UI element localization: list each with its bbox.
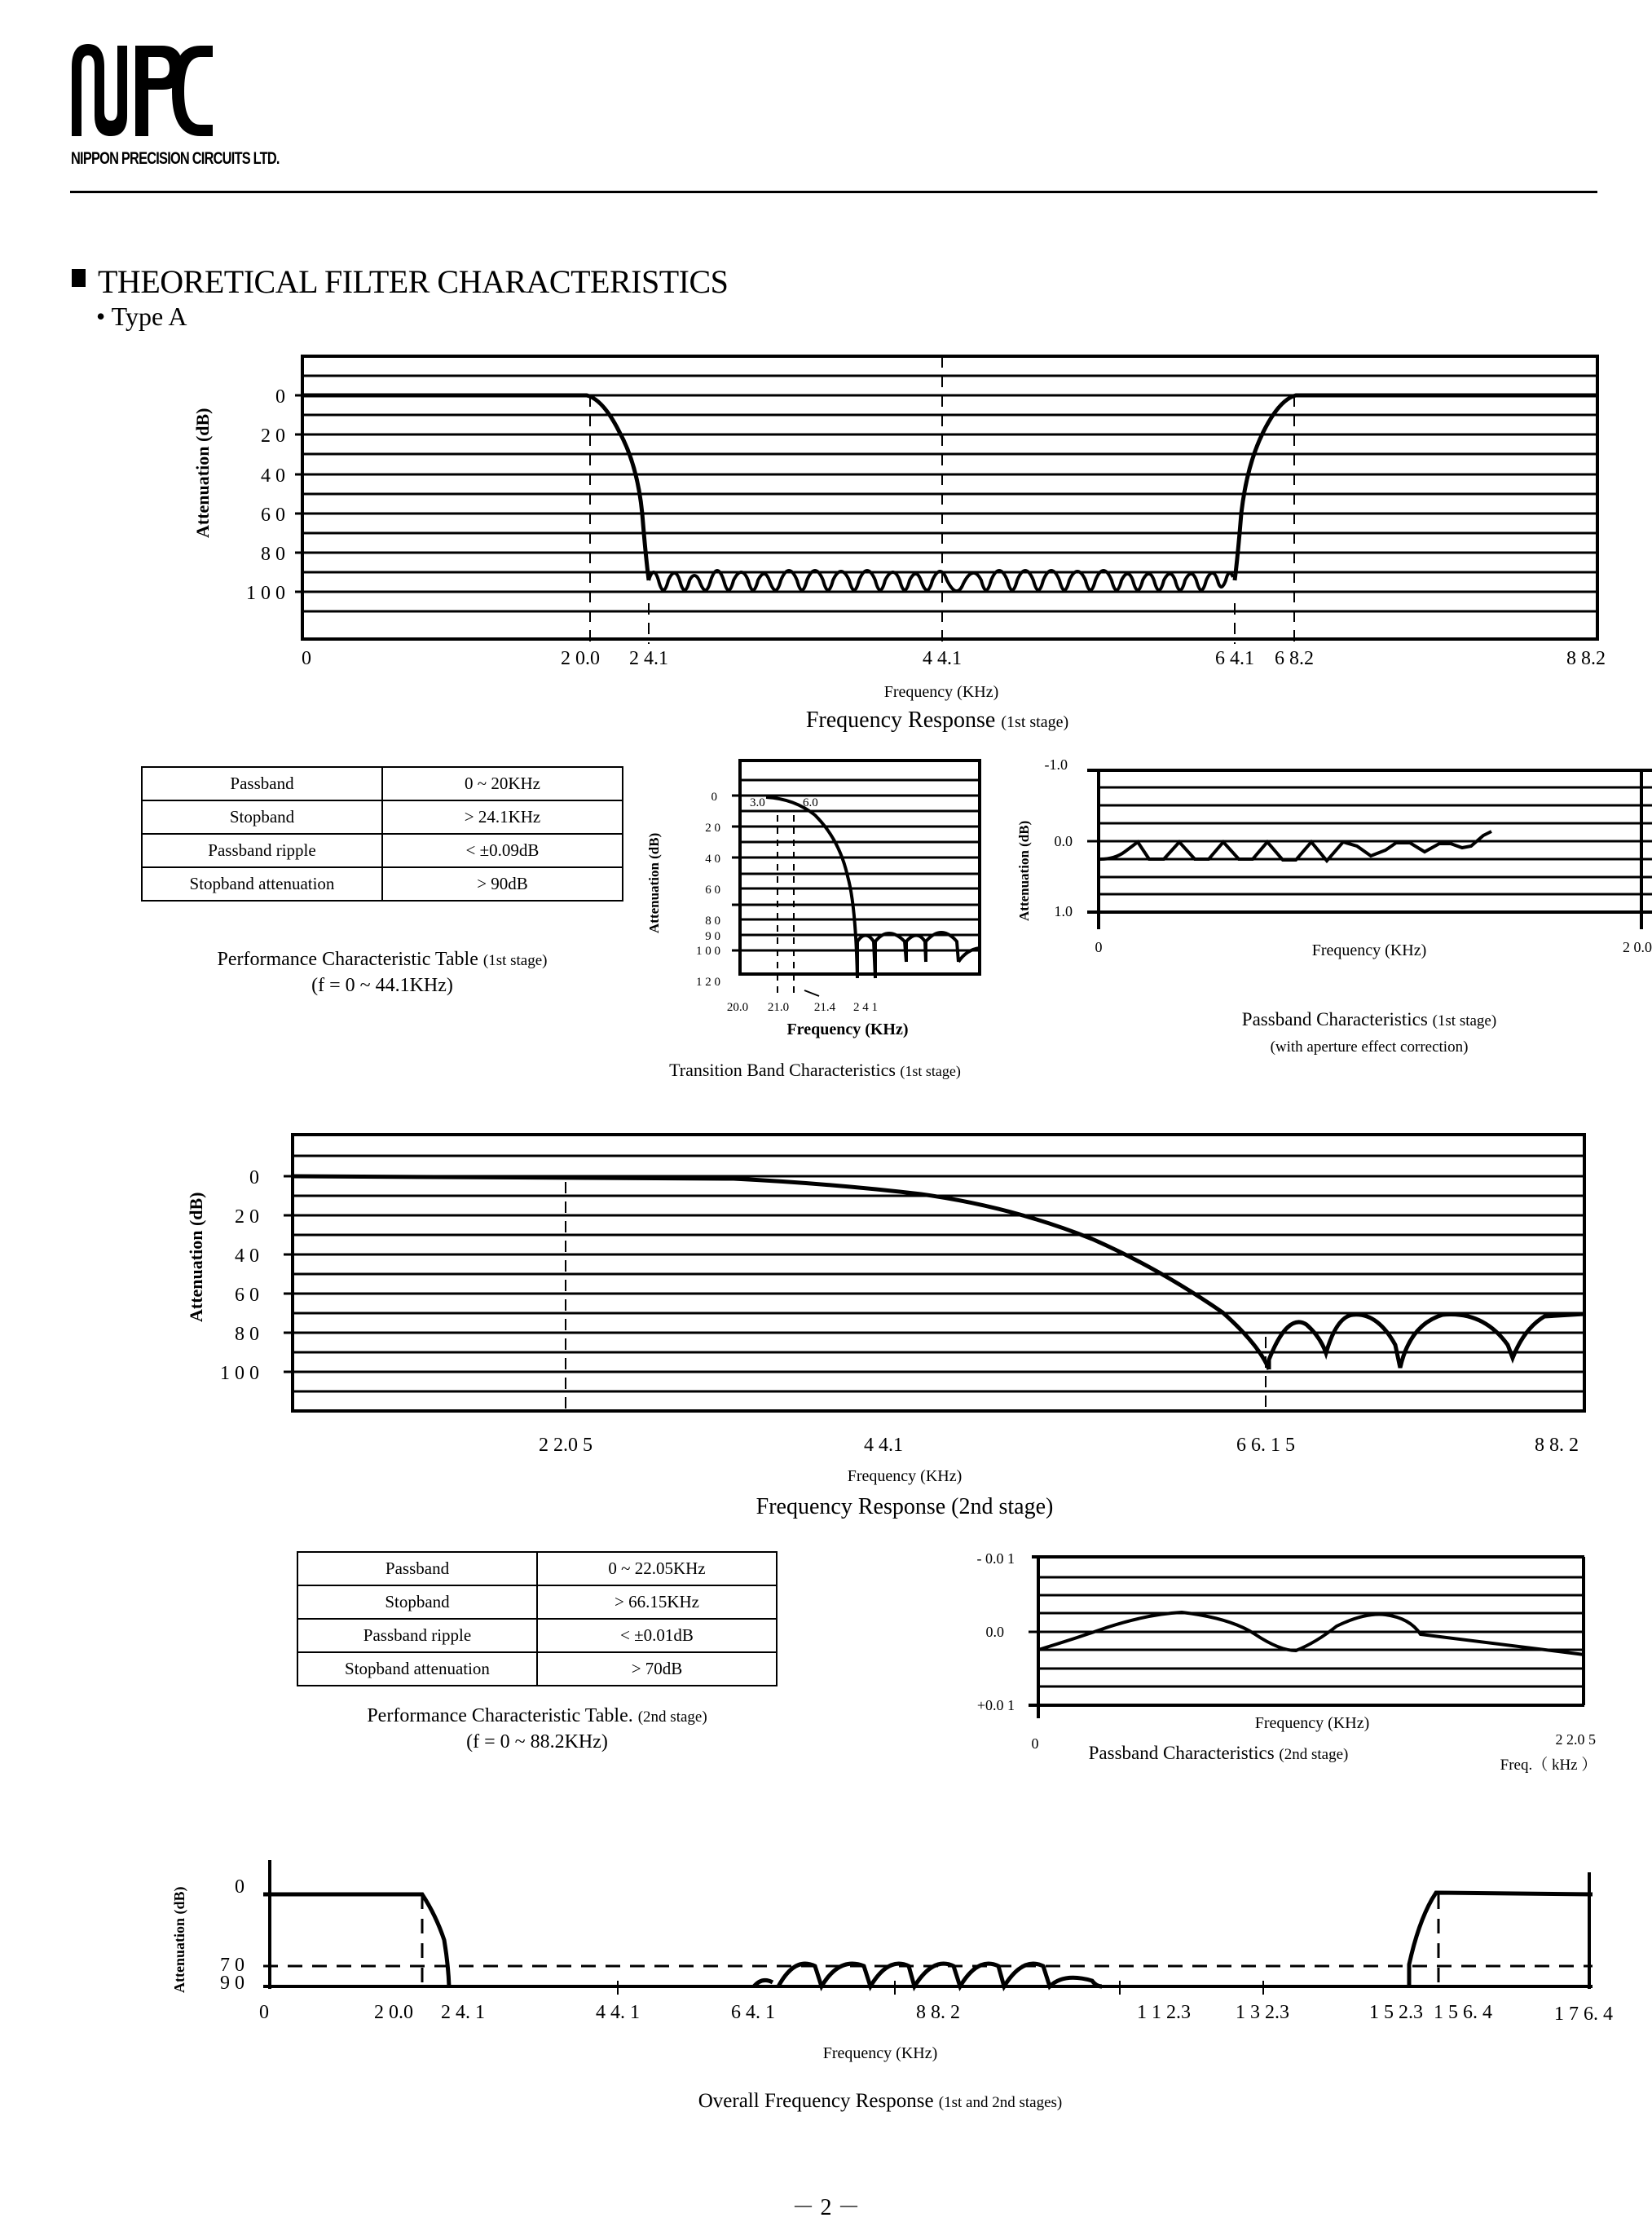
section-subtitle: • Type A [96, 302, 187, 331]
svg-text:4 4. 1: 4 4. 1 [596, 2002, 640, 2023]
svg-text:8 0: 8 0 [705, 915, 720, 928]
svg-text:6 4.1: 6 4.1 [1215, 648, 1254, 669]
company-name: NIPPON PRECISION CIRCUITS LTD. [71, 149, 280, 168]
table-row: Stopband > 66.15KHz [297, 1585, 777, 1619]
table-row: Stopband attenuation > 70dB [297, 1652, 777, 1686]
passband2-title: Passband Characteristics (2nd stage) [1088, 1743, 1349, 1763]
svg-text:Attenuation (dB): Attenuation (dB) [192, 408, 213, 538]
performance-table-2nd-stage [297, 1551, 778, 1686]
svg-text:Attenuation (dB): Attenuation (dB) [186, 1192, 206, 1322]
svg-text:0: 0 [275, 386, 285, 408]
passband2-xlabel2: Freq.（ kHz ） [1500, 1757, 1597, 1774]
page-number: － 2 － [791, 2195, 861, 2220]
svg-text:0: 0 [259, 2002, 269, 2023]
overall-title: Overall Frequency Response (1st and 2nd stages) [698, 2090, 1063, 2112]
svg-text:2 4. 1: 2 4. 1 [441, 2002, 485, 2023]
svg-text:2 0: 2 0 [261, 425, 285, 447]
svg-text:2 2.0 5: 2 2.0 5 [539, 1435, 593, 1456]
svg-text:0: 0 [1095, 939, 1103, 955]
svg-text:0: 0 [711, 791, 717, 804]
table-row: Passband 0 ~ 20KHz [142, 767, 623, 800]
chart-overall-response [155, 1842, 1652, 2030]
chart-transition-band-1st [636, 754, 994, 1014]
chart1-title-small: (1st stage) [1001, 713, 1069, 731]
svg-text:0.0: 0.0 [1054, 833, 1073, 849]
svg-text:2 0.0: 2 0.0 [374, 2002, 413, 2023]
chart2-title: Frequency Response (2nd stage) [756, 1494, 1054, 1519]
svg-text:6 8.2: 6 8.2 [1275, 648, 1314, 669]
svg-text:2 0: 2 0 [705, 822, 720, 835]
svg-text:4 0: 4 0 [705, 853, 720, 866]
passband2-xlabel: Frequency (KHz) [1254, 1714, 1370, 1732]
chart1-title-main: Frequency Response [805, 708, 996, 733]
svg-text:8 8. 2: 8 8. 2 [916, 2002, 960, 2023]
svg-text:1.0: 1.0 [1054, 903, 1073, 919]
table-row: Passband 0 ~ 22.05KHz [297, 1552, 777, 1585]
svg-text:4 4.1: 4 4.1 [923, 648, 962, 669]
section-title: THEORETICAL FILTER CHARACTERISTICS [98, 263, 729, 300]
svg-text:-1.0: -1.0 [1044, 756, 1068, 773]
chart-freq-response-2nd [163, 1125, 1630, 1484]
svg-text:6.0: 6.0 [803, 796, 818, 809]
svg-text:4 0: 4 0 [261, 465, 285, 487]
svg-text:8 8. 2: 8 8. 2 [1535, 1435, 1579, 1456]
svg-text:4 4.1: 4 4.1 [864, 1435, 903, 1456]
table-row: Stopband attenuation > 90dB [142, 867, 623, 901]
svg-text:0: 0 [249, 1167, 259, 1188]
svg-text:1 2 0: 1 2 0 [696, 976, 720, 989]
svg-text:0: 0 [1031, 1735, 1039, 1752]
chart1-xlabel: Frequency (KHz) [883, 683, 999, 701]
svg-text:21.0: 21.0 [767, 1001, 790, 1014]
svg-text:9 0: 9 0 [220, 1973, 244, 1994]
overall-xlabel: Frequency (KHz) [822, 2044, 938, 2062]
svg-text:8 0: 8 0 [235, 1324, 259, 1345]
svg-text:1 5 2.3: 1 5 2.3 [1369, 2002, 1423, 2023]
svg-text:2 0.0: 2 0.0 [1623, 939, 1652, 955]
svg-text:1 0 0: 1 0 0 [246, 583, 285, 604]
svg-text:6 6. 1 5: 6 6. 1 5 [1236, 1435, 1295, 1456]
passband1-xlabel: Frequency (KHz) [1311, 941, 1427, 959]
transition-title: Transition Band Characteristics (1st stage) [669, 1060, 961, 1080]
table-row: Passband ripple < ±0.01dB [297, 1619, 777, 1652]
svg-text:2 0: 2 0 [235, 1206, 259, 1228]
header-divider [70, 191, 1597, 193]
svg-text:0: 0 [302, 648, 311, 669]
table-row: Passband ripple < ±0.09dB [142, 834, 623, 867]
svg-text:2 0.0: 2 0.0 [561, 648, 600, 669]
svg-text:- 0.0 1: - 0.0 1 [976, 1550, 1015, 1567]
svg-text:1 7 6. 4: 1 7 6. 4 [1554, 2004, 1613, 2025]
section-bullet-square [72, 269, 86, 287]
svg-text:21.4: 21.4 [813, 1001, 836, 1014]
table2-caption: Performance Characteristic Table. (2nd stage) (f = 0 ~ 88.2KHz) [367, 1705, 707, 1752]
svg-text:0.0: 0.0 [985, 1624, 1004, 1640]
passband1-title: Passband Characteristics (1st stage) (with aperture effect correction) [1241, 1009, 1497, 1056]
svg-text:0: 0 [235, 1876, 244, 1898]
svg-text:7 0: 7 0 [220, 1955, 244, 1976]
svg-text:3.0: 3.0 [750, 796, 765, 809]
chart-passband-1st [1011, 754, 1652, 966]
svg-text:1 5 6. 4: 1 5 6. 4 [1434, 2002, 1492, 2023]
svg-text:8 0: 8 0 [261, 544, 285, 565]
svg-text:Attenuation (dB): Attenuation (dB) [171, 1886, 187, 1993]
svg-text:4 0: 4 0 [235, 1245, 259, 1267]
svg-text:1 3 2.3: 1 3 2.3 [1236, 2002, 1289, 2023]
svg-text:6 0: 6 0 [261, 505, 285, 526]
svg-text:2 4 1: 2 4 1 [853, 1001, 878, 1014]
svg-text:20.0: 20.0 [726, 1001, 749, 1014]
svg-text:9 0: 9 0 [705, 930, 720, 943]
table-row: Stopband > 24.1KHz [142, 800, 623, 834]
svg-text:+0.0 1: +0.0 1 [976, 1697, 1015, 1713]
svg-text:1 0 0: 1 0 0 [696, 945, 720, 958]
chart2-xlabel: Frequency (KHz) [847, 1467, 963, 1485]
svg-text:2 2.0 5: 2 2.0 5 [1555, 1731, 1596, 1748]
table1-caption: Performance Characteristic Table (1st stage) (f = 0 ~ 44.1KHz) [217, 949, 548, 996]
svg-text:8 8.2: 8 8.2 [1566, 648, 1606, 669]
performance-table-1st-stage [141, 766, 623, 902]
svg-text:1 1 2.3: 1 1 2.3 [1137, 2002, 1191, 2023]
svg-text:2 4.1: 2 4.1 [629, 648, 668, 669]
chart1-title [733, 708, 1141, 734]
svg-text:Attenuation (dB): Attenuation (dB) [1016, 820, 1032, 921]
svg-text:6 0: 6 0 [705, 884, 720, 897]
svg-text:Attenuation (dB): Attenuation (dB) [646, 832, 662, 933]
transition-xlabel: Frequency (KHz) [786, 1021, 909, 1038]
svg-text:6 0: 6 0 [235, 1285, 259, 1306]
npc-logo [70, 42, 213, 140]
svg-text:1 0 0: 1 0 0 [220, 1363, 259, 1384]
svg-text:6 4. 1: 6 4. 1 [731, 2002, 775, 2023]
